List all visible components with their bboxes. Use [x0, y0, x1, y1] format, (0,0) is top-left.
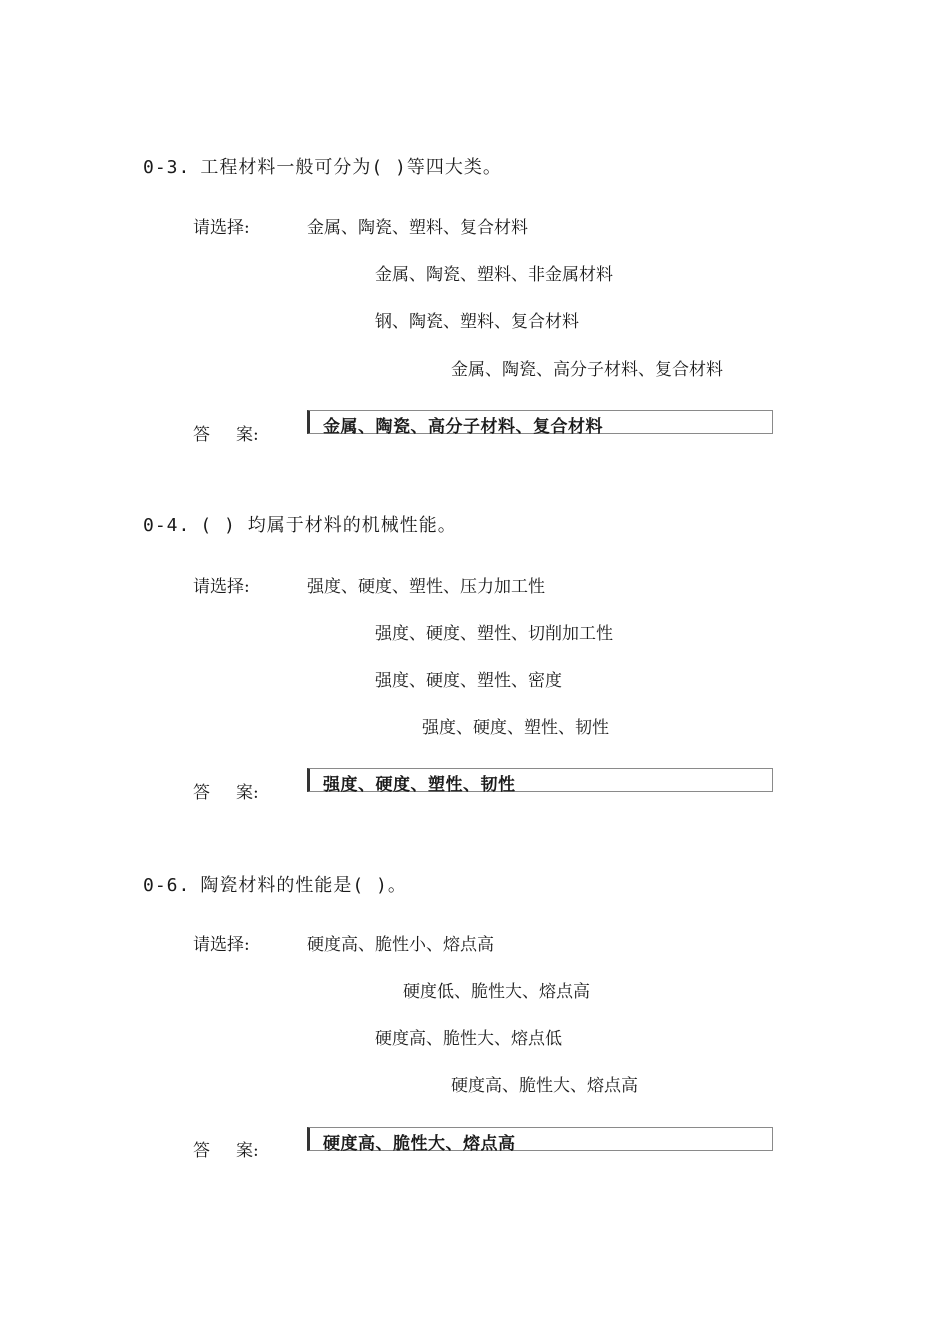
option-2[interactable]: 强度、硬度、塑性、切削加工性 — [375, 624, 613, 644]
question-title — [143, 153, 502, 179]
answer-label — [193, 420, 259, 445]
option-2[interactable]: 金属、陶瓷、塑料、非金属材料 — [375, 265, 613, 285]
question-title — [143, 871, 407, 897]
choose-label: 请选择: — [193, 577, 250, 597]
option-3[interactable]: 钢、陶瓷、塑料、复合材料 — [375, 312, 579, 332]
answer-field[interactable] — [307, 768, 773, 795]
answer-label-a: 答 — [193, 425, 210, 445]
option-1[interactable]: 金属、陶瓷、塑料、复合材料 — [307, 218, 528, 238]
answer-label-b: 案: — [236, 783, 259, 803]
option-1[interactable]: 硬度高、脆性小、熔点高 — [307, 935, 494, 955]
option-4[interactable]: 硬度高、脆性大、熔点高 — [451, 1076, 638, 1096]
answer-field[interactable] — [307, 410, 773, 437]
answer-value: 强度、硬度、塑性、韧性 — [323, 775, 516, 795]
answer-label — [193, 778, 259, 803]
answer-label-b: 案: — [236, 425, 259, 445]
question-number: 0-3. — [143, 157, 191, 178]
answer-label — [193, 1136, 259, 1161]
option-4[interactable]: 金属、陶瓷、高分子材料、复合材料 — [451, 360, 723, 380]
question-number: 0-6. — [143, 875, 191, 896]
option-2[interactable]: 硬度低、脆性大、熔点高 — [403, 982, 590, 1002]
choose-label: 请选择: — [193, 218, 250, 238]
answer-field[interactable] — [307, 1127, 773, 1154]
question-number: 0-4. — [143, 515, 191, 536]
option-3[interactable]: 硬度高、脆性大、熔点低 — [375, 1029, 562, 1049]
option-1[interactable]: 强度、硬度、塑性、压力加工性 — [307, 577, 545, 597]
answer-value: 硬度高、脆性大、熔点高 — [323, 1134, 516, 1154]
question-text: 工程材料一般可分为( )等四大类。 — [200, 157, 502, 178]
option-3[interactable]: 强度、硬度、塑性、密度 — [375, 671, 562, 691]
answer-label-a: 答 — [193, 783, 210, 803]
choose-label: 请选择: — [193, 935, 250, 955]
question-text: ( ) 均属于材料的机械性能。 — [200, 515, 457, 536]
answer-label-b: 案: — [236, 1141, 259, 1161]
question-text: 陶瓷材料的性能是( )。 — [200, 875, 407, 896]
option-4[interactable]: 强度、硬度、塑性、韧性 — [422, 718, 609, 738]
answer-value: 金属、陶瓷、高分子材料、复合材料 — [323, 417, 603, 437]
answer-label-a: 答 — [193, 1141, 210, 1161]
question-title — [143, 511, 457, 537]
